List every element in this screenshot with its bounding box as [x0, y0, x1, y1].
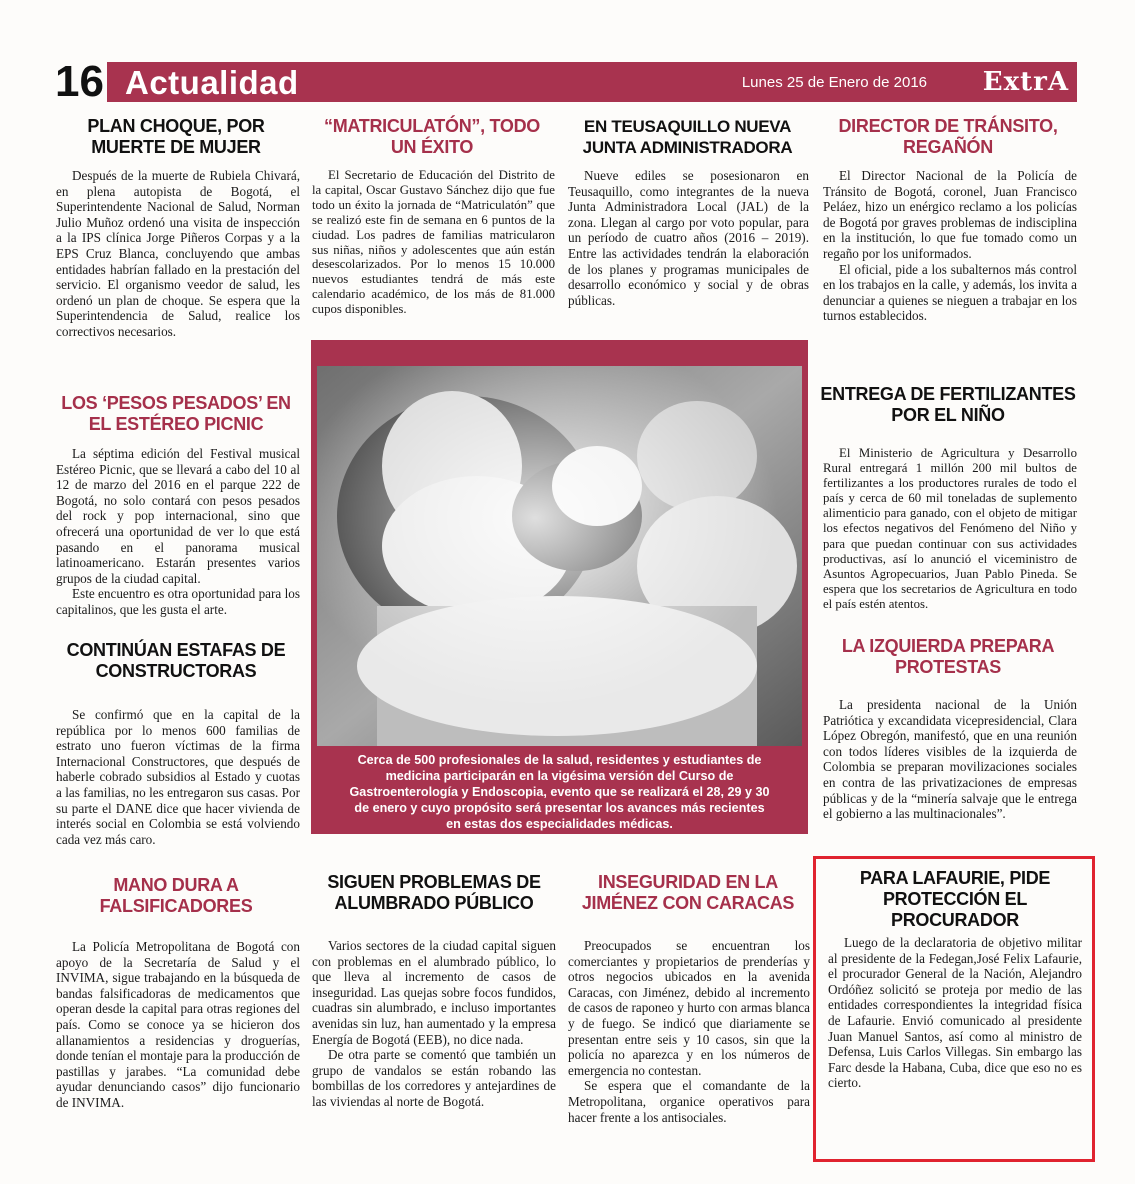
headline-alumbrado: SIGUEN PROBLEMAS DE ALUMBRADO PÚBLICO: [327, 872, 541, 913]
headline-teusaquillo: EN TEUSAQUILLO NUEVA JUNTA ADMINISTRADORA: [582, 117, 793, 157]
article-pesos-pesados: [56, 446, 300, 618]
article-body: El Director Nacional de la Policía de Tránsito de Bogotá, coronel, Juan Francisco Peláez, hizo un enérgico reclamo a los policías de Bogotá por graves problemas de indisciplina en la institución, lo que fue tomado como un regaño por los uniformados.: [823, 168, 1077, 261]
article-fertilizantes: [823, 446, 1077, 612]
photo-caption: Cerca de 500 profesionales de la salud, residentes y estudiantes de medicina participarán en la vigésima versión del Curso de Gastroenterología y Endoscopia, evento que se realizará el 28, 29 y 30 de enero y cuyo propósito será presentar los avances más recientes en estas dos especialidades médicas.: [349, 753, 770, 831]
headline-pesos-pesados: LOS ‘PESOS PESADOS’ EN EL ESTÉREO PICNIC: [61, 393, 291, 434]
headline-plan-choque: PLAN CHOQUE, POR MUERTE DE MUJER: [87, 116, 265, 157]
article-body-2: De otra parte se comentó que también un grupo de vandalos se están robando las bombillas de los corredores y antejardines de las viviendas al norte de Bogotá.: [312, 1047, 556, 1109]
article-body: Preocupados se encuentran los comerciantes y propietarios de prenderías y otros negocios ubicados en la avenida Caracas, con Jiménez, debido al incremento de casos de raponeo y hurto con armas blanca y de fuego. Se indicó que diariamente se presentan entre seis y 10 casos, sin que la policía no aparezca y en los números de emergencia no contestan.: [568, 938, 810, 1078]
headline-inseguridad: INSEGURIDAD EN LA JIMÉNEZ CON CARACAS: [581, 872, 795, 913]
article-body: Se confirmó que en la capital de la república por lo menos 600 familias de estrato uno fueron víctimas de la firma Internacional Constructores, que después de haberle cobrado subsidios al Estado y cuotas a las familias, no les entregaron sus casas. Por su parte el DANE dice que hacer vivienda de interés social en Colombia se está volviendo cada vez más caro.: [56, 707, 300, 847]
article-body-2: Este encuentro es otra oportunidad para los capitalinos, que les gusta el arte.: [56, 586, 300, 617]
headline-mano-dura: MANO DURA A FALSIFICADORES: [99, 875, 253, 916]
article-body: Después de la muerte de Rubiela Chivará, en plena autopista de Bogotá, el Superintendente Nacional de Salud, Norman Julio Muñoz ordenó una visita de inspección a la IPS clínica Jorge Piñeros Corpas y a la EPS Cruz Blanca, concluyendo que ambas entidades habrían fallado en la prestación del servicio. El organismo veedor de salud, les ordenó un plan de choque. Se espera que la Superintendencia de Salud, realice los correctivos necesarios.: [56, 168, 300, 339]
article-plan-choque: [56, 168, 300, 340]
article-body: Nueve ediles se posesionaron en Teusaquillo, como integrantes de la nueva Junta Administradora Local (JAL) de la zona. Llegan al cargo por voto popular, para un período de cuatro años (2016 – 2019). Entre las actividades tendrán la elaboración de los planes y programas municipales de desarrollo económico y social y de obras públicas.: [568, 168, 809, 308]
article-izquierda: [823, 697, 1077, 822]
article-body: El Ministerio de Agricultura y Desarrollo Rural entregará 1 millón 200 mil bultos de fertilizantes a los productores rurales de todo el país y cerca de 60 mil toneladas de suplemento alimenticio para ganado, con el objeto de mitigar los efectos negativos del Fenómeno del Niño y para que puedan continuar con sus actividades productivas, así lo anunció el viceministro de Asuntos Agropecuarios, Juan Pablo Pineda. Se espera que los secretarios de Agricultura en todo el país estén atentos.: [823, 446, 1077, 611]
article-body: Varios sectores de la ciudad capital siguen con problemas en el alumbrado público, lo que lleva al incremento de casos de inseguridad. Las quejas sobre focos fundidos, cuadras sin alumbrado, e incluso importantes avenidas sin luz, han aumentado y la empresa Energía de Bogotá (EEB), no dice nada.: [312, 938, 556, 1047]
article-body: La Policía Metropolitana de Bogotá con apoyo de la Secretaría de Salud y el INVIMA, sigue trabajando en la búsqueda de bandas falsificadoras de medicamentos que operan desde la capital para otras regiones del país. Como se conoce ya se hicieron dos allanamientos a residencias y droguerías, donde tenían el montaje para la producción de pastillas y jarabes. “La comunidad debe ayudar denunciando casos” dijo funcionario de INVIMA.: [56, 939, 300, 1110]
article-mano-dura: [56, 939, 300, 1111]
article-body: La presidenta nacional de la Unión Patriótica y excandidata vicepresidencial, Clara López Obregón, manifestó, que en una reunión con todos líderes visibles de la izquierda de Colombia se preparan movilizaciones sociales en contra de las privatizaciones de empresas públicas y de la “minería salvaje que le entrega el gobierno a las multinacionales”.: [823, 697, 1077, 822]
surgery-photo-image: [317, 366, 802, 746]
article-alumbrado: [312, 938, 556, 1110]
headline-estafas: CONTINÚAN ESTAFAS DE CONSTRUCTORAS: [66, 640, 286, 681]
headline-fertilizantes: ENTREGA DE FERTILIZANTES POR EL NIÑO: [820, 384, 1076, 425]
headline-matriculaton: “MATRICULATÓN”, TODO UN ÉXITO: [324, 116, 540, 157]
issue-date: Lunes 25 de Enero de 2016: [741, 74, 927, 91]
headline-lafaurie: PARA LAFAURIE, PIDE PROTECCIÓN EL PROCURADOR: [859, 868, 1051, 930]
article-inseguridad: [568, 938, 810, 1125]
article-body: Luego de la declaratoria de objetivo militar al presidente de la Fedegan,José Felix Lafaurie, el procurador General de la Nación, Alejandro Ordóñez solicitó se proteja por medio de las entidades correspondientes la integridad física de Lafaurie. Envió comunicado al presidente Juan Manuel Santos, así como al ministro de Defensa, Luis Carlos Villegas. Sin embargo las Farc desde la Habana, Cuba, dice que eso no es cierto.: [828, 935, 1082, 1091]
headline-izquierda: LA IZQUIERDA PREPARA PROTESTAS: [841, 636, 1055, 677]
article-body: La séptima edición del Festival musical Estéreo Picnic, que se llevará a cabo del 10 al 12 de marzo del 2016 en el parque 222 de Bogotá, no solo contará con pesos pesados del rock y pop internacional, sino que ofrecerá una oportunidad de ver lo que está pasando en el panorama musical latinoamericano. Estarán presentes varios grupos de la ciudad capital.: [56, 446, 300, 586]
article-body-2: Se espera que el comandante de la Metropolitana, organice operativos para hacer frente a los antisociales.: [568, 1078, 810, 1125]
article-estafas: [56, 707, 300, 847]
article-body: El Secretario de Educación del Distrito de la capital, Oscar Gustavo Sánchez dijo que fue todo un éxito la jornada de “Matriculatón” que se realizó este fin de semana en 6 puntos de la ciudad. Los padres de familias matricularon sus niñas, niños y adolescentes que aún están desescolarizados. Por lo menos 15 10.000 nuevos estudiantes tendrá de más este calendario académico, de los más de 81.000 cupos disponibles.: [312, 168, 555, 317]
feature-photo: [311, 340, 808, 834]
page-number: 16: [55, 56, 107, 108]
article-transito: [823, 168, 1077, 324]
article-lafaurie: [828, 935, 1082, 1091]
headline-transito: DIRECTOR DE TRÁNSITO, REGAÑÓN: [838, 116, 1058, 157]
article-body-2: El oficial, pide a los subalternos más control en los trabajos en la calle, y además, los invita a denunciar a quienes se nieguen a trabajar en los turnos establecidos.: [823, 261, 1077, 324]
section-title: Actualidad: [125, 64, 299, 101]
brand-logo: ExtrA: [982, 67, 1069, 97]
article-teusaquillo: [568, 168, 809, 308]
article-matriculaton: [312, 168, 555, 317]
masthead: [55, 57, 1077, 106]
